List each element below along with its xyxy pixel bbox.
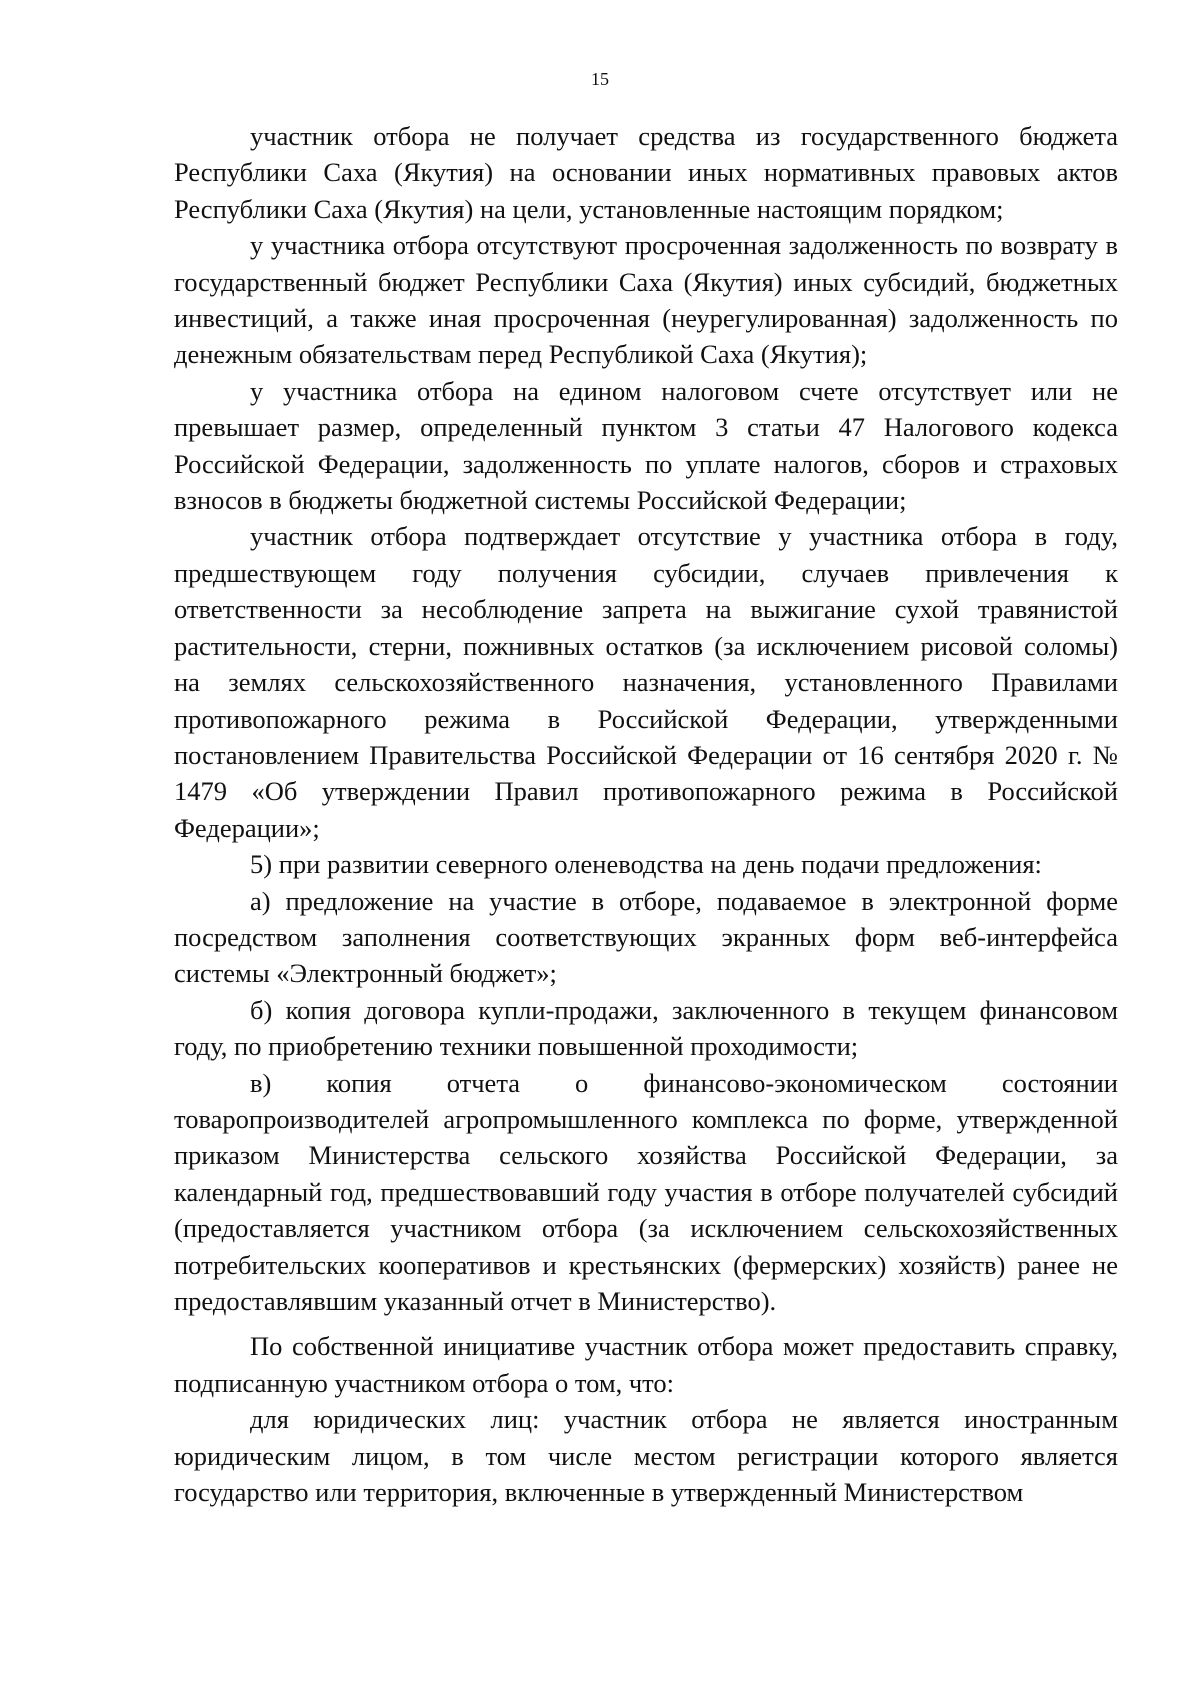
paragraph-no-overdue-debt: у участника отбора отсутствуют просроченная задолженность по возврату в государственный бюджет Республики Саха (Якутия) иных субсидий, бюджетных инвестиций, а также иная просроченная (неурегулированная) задолженность по денежным обязательствам перед Республикой Саха (Якутия);	[174, 230, 1118, 370]
document-body	[174, 118, 1118, 1510]
paragraph-item-v: в) копия отчета о финансово-экономическом состоянии товаропроизводителей агропромышленного комплекса по форме, утвержденной приказом Министерства сельского хозяйства Российской Федерации, за календарный год, предшествовавший году участия в отборе получателей субсидий (предоставляется участником отбора (за исключением сельскохозяйственных потребительских кооперативов и крестьянских (фермерских) хозяйств) ранее не предоставлявшим указанный отчет в Министерство).	[174, 1067, 1118, 1316]
paragraph-fire-rules: участник отбора подтверждает отсутствие у участника отбора в году, предшествующем году получения субсидии, случаев привлечения к ответственности за несоблюдение запрета на выжигание сухой травянистой растительности, стерни, пожнивных остатков (за исключением рисовой соломы) на землях сельскохозяйственного назначения, установленного Правилами противопожарного режима в Российской Федерации, утвержденными постановлением Правительства Российской Федерации от 16 сентября 2020 г. № 1479 «Об утверждении Правил противопожарного режима в Российской Федерации»;	[174, 521, 1118, 843]
paragraph-reindeer-item-5: 5) при развитии северного оленеводства на день подачи предложения:	[250, 849, 1042, 880]
paragraph-tax-debt: у участника отбора на едином налоговом счете отсутствует или не превышает размер, определенный пунктом 3 статьи 47 Налогового кодекса Российской Федерации, задолженность по уплате налогов, сборов и страховых взносов в бюджеты бюджетной системы Российской Федерации;	[174, 375, 1118, 516]
paragraph-own-initiative: По собственной инициативе участник отбора может предоставить справку, подписанную участником отбора о том, что:	[174, 1331, 1118, 1398]
paragraph-legal-entities: для юридических лиц: участник отбора не является иностранным юридическим лицом, в том числе местом регистрации которого является государство или территория, включенные в утвержденный Министерством	[174, 1404, 1118, 1508]
paragraph-item-a: а) предложение на участие в отборе, подаваемое в электронной форме посредством заполнения соответствующих экранных форм веб-интерфейса системы «Электронный бюджет»;	[174, 885, 1118, 989]
page-number: 15	[591, 69, 609, 89]
paragraph-no-state-funds: участник отбора не получает средства из государственного бюджета Республики Саха (Якутия) на основании иных нормативных правовых актов Республики Саха (Якутия) на цели, установленные настоящим порядком;	[174, 121, 1118, 224]
paragraph-item-b: б) копия договора купли-продажи, заключенного в текущем финансовом году, по приобретению техники повышенной проходимости;	[174, 994, 1118, 1062]
